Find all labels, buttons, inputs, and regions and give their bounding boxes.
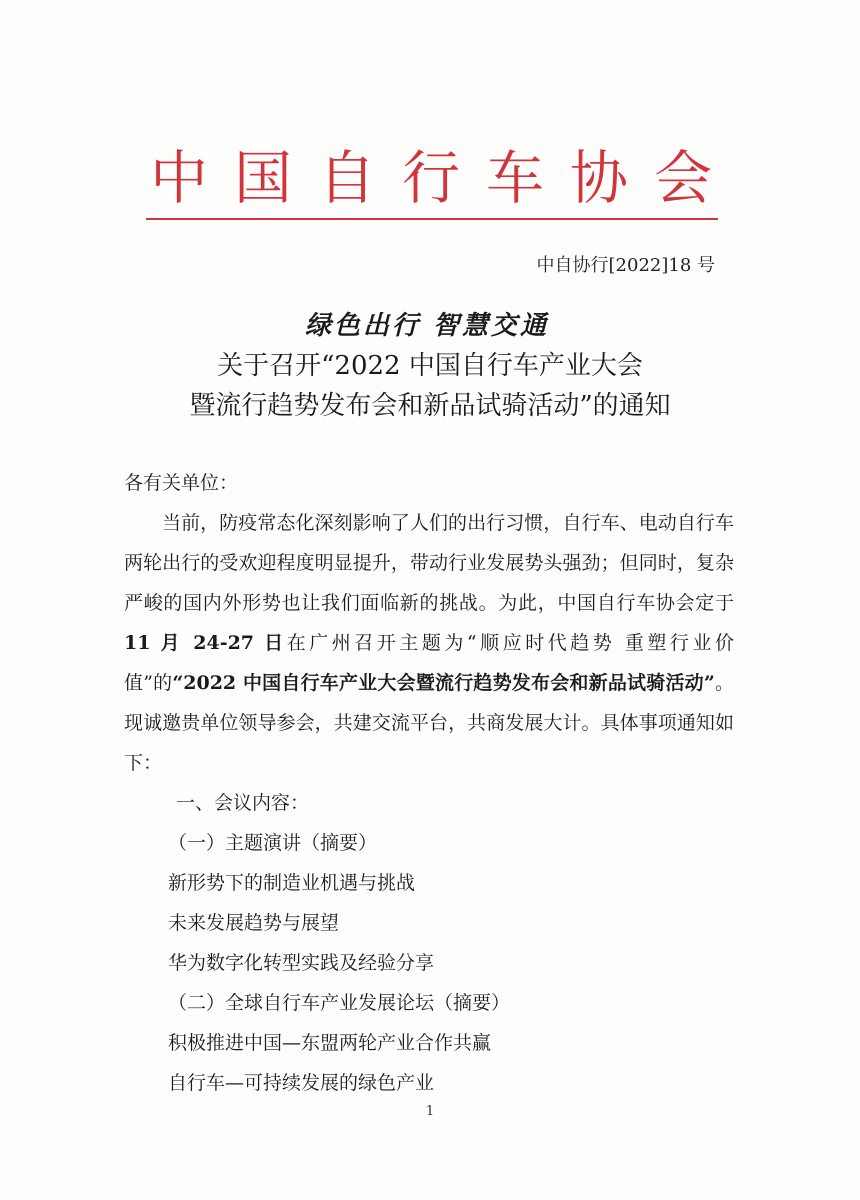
event-name: “2022 中国自行车产业大会暨流行趋势发布会和新品试骑活动” <box>172 672 715 694</box>
page-number: 1 <box>425 1104 435 1119</box>
list-item: 未来发展趋势与展望 <box>168 912 340 934</box>
title-line-1: 关于召开“2022 中国自行车产业大会 <box>217 351 643 381</box>
slogan: 绿色出行 智慧交通 <box>304 311 550 341</box>
header-divider <box>146 218 718 220</box>
intro-text-3: 。现诚邀贵单位领导参会，共建交流平台，共商发展大计。具体事项通知如下： <box>124 672 734 774</box>
intro-text-1: 当前，防疫常态化深刻影响了人们的出行习惯，自行车、电动自行车两轮出行的受欢迎程度明显提升，带动行业发展势头强劲；但同时，复杂严峻的国内外形势也让我们面临新的挑战。为此，中国自行车协会定于 <box>124 512 734 614</box>
intro-text-2: 在广州召开主题为“顺应时代趋势 重塑行业价值”的 <box>124 632 734 694</box>
intro-paragraph <box>124 503 734 783</box>
document-body <box>124 463 734 1103</box>
list-item: 新形势下的制造业机遇与挑战 <box>168 872 416 894</box>
organization-header: 中国自行车协会 <box>150 144 739 212</box>
event-date: 11 月 24-27 日 <box>124 632 287 654</box>
salutation: 各有关单位： <box>124 472 239 494</box>
list-item: 积极推进中国—东盟两轮产业合作共赢 <box>168 1032 492 1054</box>
list-item: 华为数字化转型实践及经验分享 <box>168 952 435 974</box>
title-line-2: 暨流行趋势发布会和新品试骑活动”的通知 <box>189 391 671 421</box>
document-number: 中自协行[2022]18 号 <box>536 255 715 276</box>
title-block <box>0 306 860 426</box>
sub-heading-1: （一）主题演讲（摘要） <box>168 832 378 854</box>
section-heading-1: 一、会议内容： <box>176 792 310 814</box>
sub-heading-2: （二）全球自行车产业发展论坛（摘要） <box>168 992 511 1014</box>
list-item: 自行车—可持续发展的绿色产业 <box>168 1072 435 1094</box>
